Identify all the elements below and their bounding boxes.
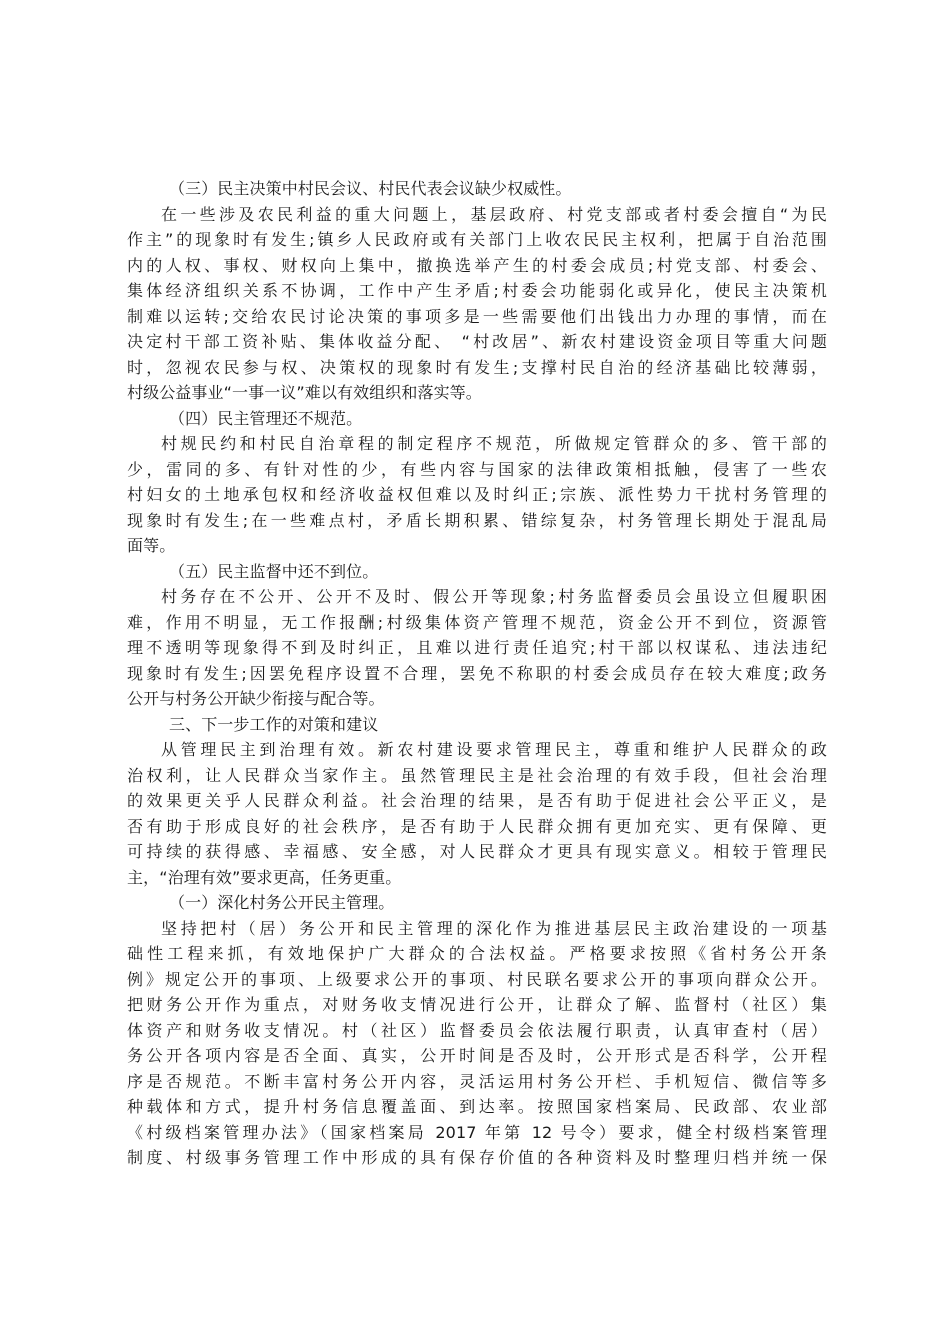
paragraph-line: 决定村干部工资补贴、集体收益分配、 “村改居”、新农村建设资金项目等重大问题 — [127, 332, 827, 351]
paragraph-line: 从管理民主到治理有效。新农村建设要求管理民主，尊重和维护人民群众的政 — [161, 740, 827, 759]
heading-4: （四）民主管理还不规范。 — [169, 408, 363, 428]
paragraph-line: 难，作用不明显，无工作报酬;村级集体资产管理不规范，资金公开不到位，资源管 — [127, 612, 827, 632]
paragraph-line: 的效果更关乎人民群众利益。社会治理的结果，是否有助于促进社会公平正义，是 — [127, 791, 827, 810]
paragraph-line: 序是否规范。不断丰富村务公开内容，灵活运用村务公开栏、手机短信、微信等多 — [127, 1071, 827, 1091]
paragraph-line: 《村级档案管理办法》（国家档案局 2017 年第 12 号令）要求，健全村级档案管理 — [127, 1122, 827, 1142]
paragraph-line: 村规民约和村民自治章程的制定程序不规范，所做规定管群众的多、管干部的 — [161, 434, 827, 453]
paragraph-line: 在一些涉及农民利益的重大问题上，基层政府、村党支部或者村委会擅自“为民 — [161, 204, 827, 224]
section-heading-3: 三、下一步工作的对策和建议 — [169, 714, 379, 734]
paragraph-line: 务公开各项内容是否全面、真实，公开时间是否及时，公开形式是否科学，公开程 — [127, 1046, 827, 1065]
paragraph-line: 公开与村务公开缺少衔接与配合等。 — [127, 689, 385, 708]
paragraph-line: 制难以运转;交给农民讨论决策的事项多是一些需要他们出钱出力办理的事情，而在 — [127, 306, 827, 326]
paragraph-line: 集体经济组织关系不协调，工作中产生矛盾;村委会功能弱化或异化，使民主决策机 — [127, 281, 827, 300]
paragraph-line: 少，雷同的多、有针对性的少，有些内容与国家的法律政策相抵触，侵害了一些农 — [127, 459, 827, 479]
paragraph-line: 可持续的获得感、幸福感、安全感，对人民群众才更具有现实意义。相较于管理民 — [127, 842, 827, 861]
paragraph-line: 例》规定公开的事项、上级要求公开的事项、村民联名要求公开的事项向群众公开。 — [127, 969, 827, 989]
heading-5: （五）民主监督中还不到位。 — [169, 561, 379, 581]
paragraph-line: 体资产和财务收支情况。村（社区）监督委员会依法履行职责，认真审查村（居） — [127, 1020, 827, 1040]
paragraph-line: 否有助于形成良好的社会秩序，是否有助于人民群众拥有更加充实、更有保障、更 — [127, 816, 827, 836]
paragraph-line: 础性工程来抓，有效地保护广大群众的合法权益。严格要求按照《省村务公开条 — [127, 944, 827, 963]
paragraph-line: 制度、村级事务管理工作中形成的具有保存价值的各种资料及时整理归档并统一保 — [127, 1148, 827, 1167]
heading-1: （一）深化村务公开民主管理。 — [169, 893, 395, 912]
paragraph-line: 作主”的现象时有发生;镇乡人民政府或有关部门上收农民民主权利，把属于自治范围 — [127, 230, 827, 249]
paragraph-line: 面等。 — [127, 536, 176, 555]
paragraph-line: 现象时有发生;因罢免程序设置不合理，罢免不称职的村委会成员存在较大难度;政务 — [127, 663, 827, 683]
body-text — [127, 176, 827, 1171]
paragraph-line: 坚持把村（居）务公开和民主管理的深化作为推进基层民主政治建设的一项基 — [161, 918, 827, 938]
heading-3: （三）民主决策中村民会议、村民代表会议缺少权威性。 — [169, 179, 572, 198]
paragraph-line: 种载体和方式，提升村务信息覆盖面、到达率。按照国家档案局、民政部、农业部 — [127, 1097, 827, 1116]
paragraph-line: 理不透明等现象得不到及时纠正，且难以进行责任追究;村干部以权谋私、违法违纪 — [127, 638, 827, 657]
paragraph-line: 村妇女的土地承包权和经济收益权但难以及时纠正;宗族、派性势力干扰村务管理的 — [127, 485, 827, 504]
paragraph-line: 村级公益事业“一事一议”难以有效组织和落实等。 — [127, 383, 482, 402]
paragraph-line: 治权利，让人民群众当家作主。虽然管理民主是社会治理的有效手段，但社会治理 — [127, 765, 827, 785]
paragraph-line: 主，“治理有效”要求更高，任务更重。 — [127, 867, 402, 887]
paragraph-line: 村务存在不公开、公开不及时、假公开等现象;村务监督委员会虽设立但履职困 — [161, 587, 827, 606]
paragraph-line: 时，忽视农民参与权、决策权的现象时有发生;支撑村民自治的经济基础比较薄弱， — [127, 357, 827, 377]
paragraph-line: 把财务公开作为重点，对财务收支情况进行公开，让群众了解、监督村（社区）集 — [127, 995, 827, 1014]
paragraph-line: 现象时有发生;在一些难点村，矛盾长期积累、错综复杂，村务管理长期处于混乱局 — [127, 510, 827, 530]
paragraph-line: 内的人权、事权、财权向上集中，撤换选举产生的村委会成员;村党支部、村委会、 — [127, 255, 827, 275]
